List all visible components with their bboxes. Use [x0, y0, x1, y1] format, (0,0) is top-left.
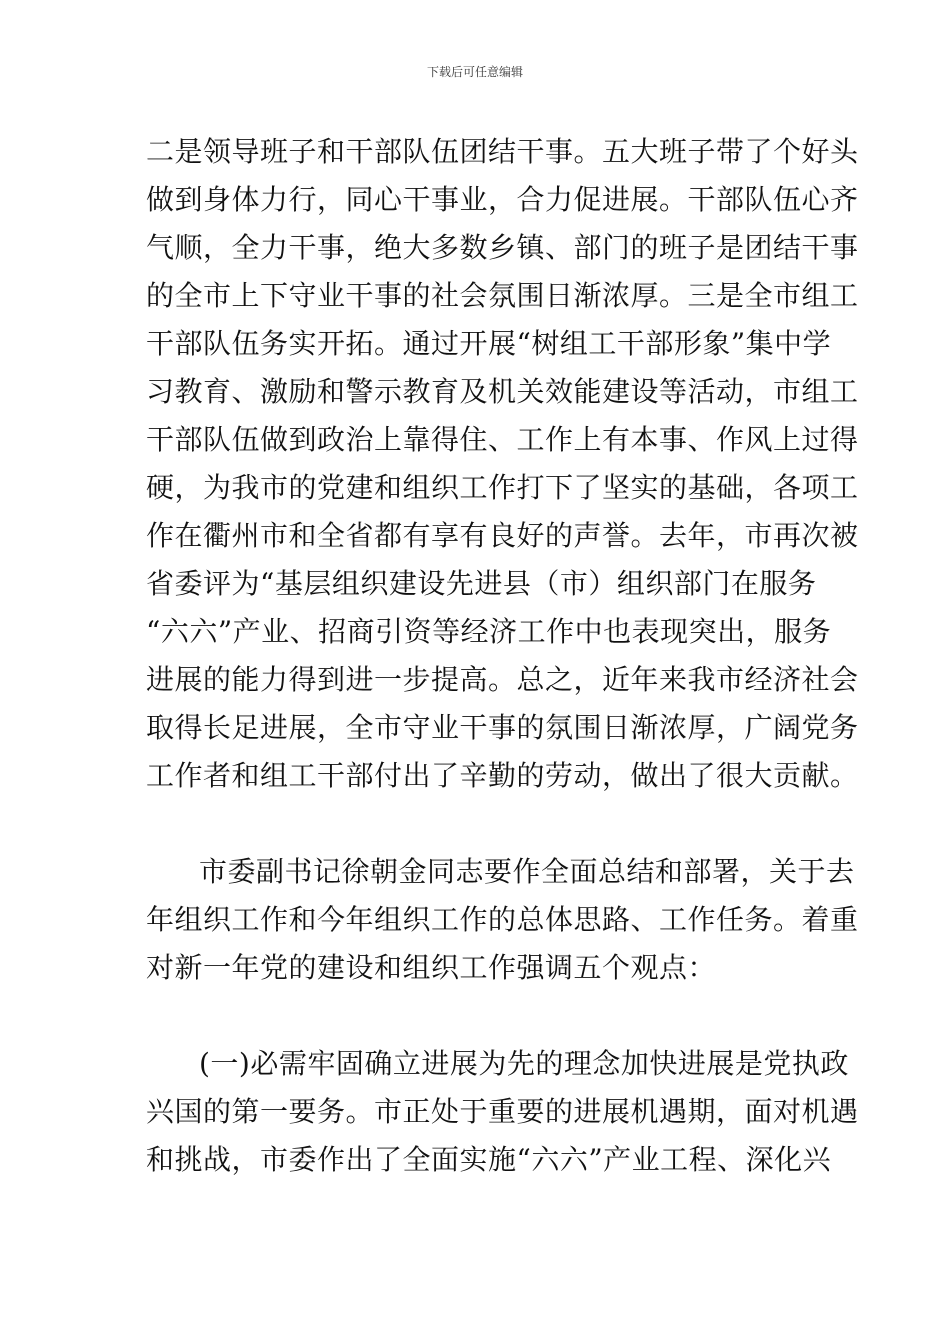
text-line: 工作者和组工干部付出了辛勤的劳动，做出了很大贡献。: [146, 759, 859, 792]
text-line: “六六”产业、招商引资等经济工作中也表现突出，服务: [146, 615, 832, 648]
text-line: (一)必需牢固确立进展为先的理念加快进展是党执政: [199, 1047, 849, 1080]
text-line: 气顺，全力干事，绝大多数乡镇、部门的班子是团结干事: [146, 231, 859, 264]
page-header: 下载后可任意编辑: [426, 65, 523, 79]
document-body: [146, 128, 859, 1184]
text-line: 取得长足进展，全市守业干事的氛围日渐浓厚，广阔党务: [146, 711, 859, 744]
text-line: 对新一年党的建设和组织工作强调五个观点：: [146, 951, 717, 984]
text-line: 干部队伍做到政治上靠得住、工作上有本事、作风上过得: [146, 423, 859, 456]
text-line: 市委副书记徐朝金同志要作全面总结和部署，关于去: [199, 855, 855, 888]
paragraph: [146, 848, 859, 992]
text-line: 作在衢州市和全省都有享有良好的声誉。去年，市再次被: [146, 519, 859, 552]
text-line: 做到身体力行，同心干事业，合力促进展。干部队伍心齐: [146, 183, 859, 216]
text-line: 进展的能力得到进一步提高。总之，近年来我市经济社会: [146, 663, 859, 696]
text-line: 硬，为我市的党建和组织工作打下了坚实的基础，各项工: [146, 471, 859, 504]
paragraph-gap: [146, 992, 806, 1040]
paragraph-gap: [146, 800, 806, 848]
text-line: 年组织工作和今年组织工作的总体思路、工作任务。着重: [146, 903, 859, 936]
text-line: 和挑战，市委作出了全面实施“六六”产业工程、深化兴: [146, 1143, 832, 1176]
text-line: 二是领导班子和干部队伍团结干事。五大班子带了个好头: [146, 135, 859, 168]
text-line: 习教育、激励和警示教育及机关效能建设等活动，市组工: [146, 375, 859, 408]
paragraph: [146, 1040, 859, 1184]
text-line: 的全市上下守业干事的社会氛围日渐浓厚。三是全市组工: [146, 279, 859, 312]
text-line: 兴国的第一要务。市正处于重要的进展机遇期，面对机遇: [146, 1095, 859, 1128]
paragraph: [146, 128, 859, 800]
text-line: 省委评为“基层组织建设先进县（市）组织部门在服务: [146, 567, 817, 600]
text-line: 干部队伍务实开拓。通过开展“树组工干部形象”集中学: [146, 327, 832, 360]
